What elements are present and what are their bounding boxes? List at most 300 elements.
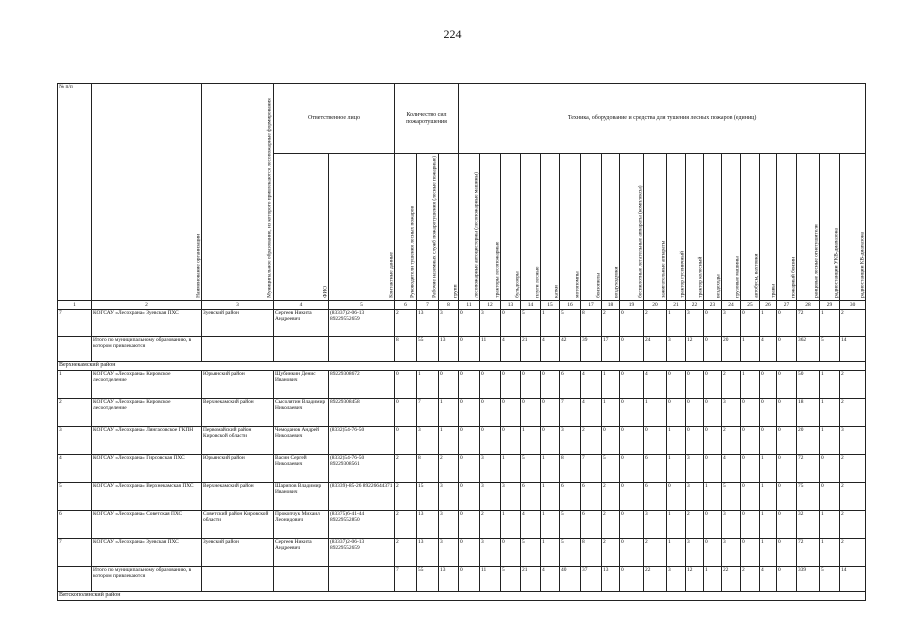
value-cell: 0 [777, 426, 797, 454]
value-cell: 5 [602, 454, 620, 482]
value-cell: 1 [541, 309, 560, 336]
total-row [58, 336, 866, 361]
org-name-cell: КОГСАУ «Лесохрана» Гирсовская ПХС [92, 454, 202, 482]
value-cell: 1 [820, 398, 840, 426]
fio-cell: Сергеев Никита Андреевич [274, 309, 329, 336]
value-cell: 0 [760, 398, 777, 426]
value-cell: 1 [820, 370, 840, 398]
column-number: 25 [741, 300, 760, 309]
row-number [58, 336, 92, 361]
municipality-cell: Юрьянский район [202, 454, 274, 482]
value-cell: 2 [395, 538, 417, 566]
value-cell: 2 [395, 482, 417, 510]
total-row [58, 566, 866, 591]
value-cell: 8 [560, 454, 581, 482]
column-number: 18 [602, 300, 620, 309]
header-equipment-col: вездеходы [704, 154, 722, 301]
column-number: 23 [704, 300, 722, 309]
header-equipment-col: беспилотные летательные аппараты (комплексы) [620, 154, 644, 301]
value-cell: 0 [667, 370, 686, 398]
value-cell: 5 [560, 309, 581, 336]
value-cell: 0 [620, 309, 644, 336]
value-cell: 13 [417, 538, 439, 566]
value-cell: 2 [686, 510, 704, 538]
municipality-cell: Верхнекамский район [202, 398, 274, 426]
value-cell: 1 [501, 454, 521, 482]
value-cell: 2 [395, 510, 417, 538]
value-cell: 42 [560, 336, 581, 361]
value-cell: 13 [602, 566, 620, 591]
region-name: Верхнекамский район [58, 361, 866, 370]
column-number: 28 [797, 300, 820, 309]
column-number: 11 [459, 300, 480, 309]
value-cell: 0 [741, 309, 760, 336]
value-cell: 0 [704, 309, 722, 336]
value-cell: 1 [541, 454, 560, 482]
value-cell: 3 [667, 566, 686, 591]
value-cell: 6 [644, 482, 667, 510]
column-number: 19 [620, 300, 644, 309]
value-cell: 3 [480, 482, 501, 510]
value-cell: 6 [644, 454, 667, 482]
value-cell: 0 [620, 398, 644, 426]
contact-cell: (83339)-85-26 89226644371 [329, 482, 395, 510]
value-cell: 21 [521, 566, 541, 591]
value-cell: 1 [760, 510, 777, 538]
value-cell: 3 [480, 454, 501, 482]
value-cell: 1 [417, 370, 439, 398]
column-number: 24 [722, 300, 741, 309]
value-cell: 0 [704, 510, 722, 538]
fio-cell: Сысолятин Владимир Николаевич [274, 398, 329, 426]
value-cell: 0 [459, 426, 480, 454]
value-cell: 2 [840, 482, 866, 510]
value-cell: 4 [541, 336, 560, 361]
value-cell: 3 [439, 510, 459, 538]
table-row [58, 398, 866, 426]
value-cell: 11 [480, 336, 501, 361]
column-number: 13 [501, 300, 521, 309]
table-row [58, 538, 866, 566]
org-name-cell: КОГСАУ «Лесохрана» Зуевская ПХС [92, 309, 202, 336]
value-cell: 5 [521, 538, 541, 566]
value-cell: 0 [459, 370, 480, 398]
header-equipment-col: тракторы лесопожарные [480, 154, 501, 301]
value-cell: 0 [620, 426, 644, 454]
value-cell: 0 [620, 336, 644, 361]
value-cell: 0 [459, 482, 480, 510]
value-cell: 24 [644, 336, 667, 361]
value-cell: 8 [395, 336, 417, 361]
municipality-cell: Советский район Кировской области [202, 510, 274, 538]
column-number: 3 [202, 300, 274, 309]
value-cell: 3 [560, 426, 581, 454]
value-cell: 5 [820, 336, 840, 361]
value-cell: 0 [620, 482, 644, 510]
value-cell: 1 [667, 510, 686, 538]
header-fire-chiefs: Руководители тушения лесных пожаров [395, 154, 417, 301]
value-cell: 12 [686, 336, 704, 361]
value-cell: 3 [667, 336, 686, 361]
header-equipment-col: трактор колесный [686, 154, 704, 301]
value-cell: 1 [760, 454, 777, 482]
header-responsible-person: Ответственное лицо [274, 84, 395, 154]
value-cell: 7 [417, 398, 439, 426]
value-cell: 0 [480, 398, 501, 426]
value-cell: 0 [741, 454, 760, 482]
value-cell: 12 [686, 566, 704, 591]
value-cell: 4 [760, 566, 777, 591]
value-cell: 0 [686, 370, 704, 398]
table-row [58, 370, 866, 398]
header-ground-crews: Рабочие наземных служб пожаротушения (лесные пожарные) [417, 154, 439, 301]
header-fio: ФИО [274, 154, 329, 301]
value-cell: 0 [620, 538, 644, 566]
column-number: 30 [840, 300, 866, 309]
municipality-cell: Юрьянский район [202, 370, 274, 398]
value-cell: 0 [620, 454, 644, 482]
value-cell: 1 [667, 309, 686, 336]
value-cell: 0 [704, 370, 722, 398]
value-cell: 0 [741, 482, 760, 510]
value-cell: 0 [820, 482, 840, 510]
contact-cell: (83337)2-06-13 89229552659 [329, 538, 395, 566]
row-number: 4 [58, 454, 92, 482]
org-name-cell: КОГСАУ «Лесохрана» Зуевская ПХС [92, 538, 202, 566]
column-number: 12 [480, 300, 501, 309]
value-cell: 0 [777, 336, 797, 361]
org-name-cell: КОГСАУ «Лесохрана» Советская ПХС [92, 510, 202, 538]
value-cell: 3 [686, 482, 704, 510]
value-cell: 11 [480, 566, 501, 591]
table-row [58, 482, 866, 510]
value-cell: 3 [686, 309, 704, 336]
value-cell: 2 [840, 370, 866, 398]
value-cell: 18 [797, 398, 820, 426]
value-cell: 8 [581, 538, 602, 566]
value-cell: 3 [480, 538, 501, 566]
value-cell: 1 [741, 370, 760, 398]
column-number: 14 [521, 300, 541, 309]
value-cell: 0 [741, 398, 760, 426]
value-cell: 0 [459, 538, 480, 566]
resources-table [57, 83, 866, 601]
value-cell: 0 [777, 370, 797, 398]
value-cell: 0 [395, 426, 417, 454]
value-cell: 3 [840, 426, 866, 454]
column-number: 16 [560, 300, 581, 309]
value-cell: 22 [722, 566, 741, 591]
value-cell: 0 [686, 398, 704, 426]
value-cell: 3 [722, 309, 741, 336]
value-cell: 2 [741, 566, 760, 591]
org-name-cell: КОГСАУ «Лесохрана» Кировское лесоотделение [92, 370, 202, 398]
value-cell: 4 [521, 510, 541, 538]
value-cell: 1 [541, 538, 560, 566]
value-cell: 0 [644, 426, 667, 454]
value-cell: 14 [840, 566, 866, 591]
column-number: 2 [92, 300, 202, 309]
value-cell: 1 [541, 482, 560, 510]
value-cell: 1 [602, 398, 620, 426]
column-number: 26 [760, 300, 777, 309]
header-equipment: Техника, оборудование и средства для тушения лесных пожаров (единиц) [459, 84, 866, 154]
region-row [58, 361, 866, 370]
value-cell: 0 [667, 398, 686, 426]
table-row [58, 454, 866, 482]
value-cell: 4 [760, 336, 777, 361]
value-cell: 5 [560, 538, 581, 566]
header-equipment-col: бульдозеры [501, 154, 521, 301]
value-cell: 0 [741, 538, 760, 566]
value-cell: 0 [704, 336, 722, 361]
value-cell: 0 [620, 510, 644, 538]
value-cell: 17 [602, 336, 620, 361]
value-cell: 2 [602, 309, 620, 336]
value-cell: 1 [667, 454, 686, 482]
value-cell: 2 [840, 454, 866, 482]
value-cell: 1 [820, 426, 840, 454]
value-cell: 6 [560, 482, 581, 510]
table-row [58, 426, 866, 454]
contact-cell: (8332)54-76-50 [329, 426, 395, 454]
value-cell: 0 [777, 510, 797, 538]
value-cell: 1 [820, 309, 840, 336]
value-cell: 6 [581, 510, 602, 538]
fio-cell [274, 336, 329, 361]
org-name-cell: КОГСАУ «Лесохрана» Кировское лесоотделение [92, 398, 202, 426]
header-municipality: Муниципальное образование, из которого привлекаются лесопожарные формирования [202, 84, 274, 301]
value-cell: 0 [820, 454, 840, 482]
value-cell: 0 [501, 398, 521, 426]
value-cell: 0 [521, 370, 541, 398]
value-cell: 0 [777, 538, 797, 566]
value-cell: 1 [760, 309, 777, 336]
value-cell: 362 [797, 336, 820, 361]
value-cell: 4 [541, 566, 560, 591]
table-row [58, 309, 866, 336]
value-cell: 7 [581, 454, 602, 482]
column-number: 1 [58, 300, 92, 309]
value-cell: 2 [395, 454, 417, 482]
header-row-number: № п/п [58, 84, 92, 301]
header-equipment-col: трактор гусеничный [667, 154, 686, 301]
value-cell: 1 [667, 538, 686, 566]
header-org-name: Наименование организации [92, 84, 202, 301]
value-cell: 0 [541, 426, 560, 454]
value-cell: 3 [686, 538, 704, 566]
fio-cell: Васин Сергей Николаевич [274, 454, 329, 482]
value-cell: 5 [560, 510, 581, 538]
contact-cell: (83375)6-41-44 89229552850 [329, 510, 395, 538]
value-cell: 0 [459, 510, 480, 538]
value-cell: 0 [541, 398, 560, 426]
value-cell: 2 [840, 538, 866, 566]
value-cell: 3 [686, 454, 704, 482]
header-equipment-col: радиостанции КВ-диапазона [840, 154, 866, 301]
value-cell: 0 [686, 426, 704, 454]
value-cell: 339 [797, 566, 820, 591]
value-cell: 4 [644, 370, 667, 398]
value-cell: 0 [541, 370, 560, 398]
column-number: 8 [439, 300, 459, 309]
header-groups: групп [439, 154, 459, 301]
value-cell: 1 [439, 398, 459, 426]
value-cell: 40 [560, 566, 581, 591]
header-equipment-col: ранцевые лесные огнетушители [797, 154, 820, 301]
row-number: 3 [58, 426, 92, 454]
value-cell: 2 [602, 482, 620, 510]
value-cell: 39 [581, 336, 602, 361]
value-cell: 0 [459, 309, 480, 336]
header-equipment-col: травы [760, 154, 777, 301]
value-cell: 13 [417, 309, 439, 336]
value-cell: 2 [480, 510, 501, 538]
value-cell: 21 [521, 336, 541, 361]
value-cell: 0 [704, 454, 722, 482]
value-cell: 6 [560, 370, 581, 398]
value-cell: 8 [417, 454, 439, 482]
column-number: 22 [686, 300, 704, 309]
value-cell: 5 [722, 482, 741, 510]
value-cell: 0 [760, 426, 777, 454]
column-number: 20 [644, 300, 667, 309]
row-number: 6 [58, 510, 92, 538]
value-cell: 0 [395, 398, 417, 426]
header-contacts: Контактные данные [329, 154, 395, 301]
column-number: 17 [581, 300, 602, 309]
value-cell: 3 [439, 309, 459, 336]
value-cell: 0 [501, 426, 521, 454]
value-cell: 0 [501, 309, 521, 336]
value-cell: 3 [439, 482, 459, 510]
value-cell: 0 [620, 566, 644, 591]
value-cell: 1 [501, 510, 521, 538]
table-row [58, 510, 866, 538]
row-number [58, 566, 92, 591]
value-cell: 72 [797, 454, 820, 482]
fio-cell: Чемоданов Андрей Николаевич [274, 426, 329, 454]
value-cell: 13 [417, 510, 439, 538]
value-cell: 0 [777, 566, 797, 591]
row-number: 7 [58, 538, 92, 566]
value-cell: 1 [760, 482, 777, 510]
value-cell: 2 [840, 398, 866, 426]
value-cell: 72 [797, 309, 820, 336]
value-cell: 15 [417, 482, 439, 510]
value-cell: 1 [704, 566, 722, 591]
column-number: 27 [777, 300, 797, 309]
value-cell: 32 [797, 510, 820, 538]
value-cell: 1 [820, 538, 840, 566]
value-cell: 0 [459, 398, 480, 426]
value-cell: 2 [602, 538, 620, 566]
value-cell: 2 [644, 309, 667, 336]
header-equipment-col: лесопожарные автоцистерны (лесопожарные машины) [459, 154, 480, 301]
value-cell: 5 [521, 454, 541, 482]
value-cell: 37 [581, 566, 602, 591]
municipality-cell: Первомайский район Кировской области [202, 426, 274, 454]
value-cell: 1 [602, 370, 620, 398]
fio-cell: Щубинкин Денис Иванович [274, 370, 329, 398]
value-cell: 4 [581, 370, 602, 398]
value-cell: 0 [777, 454, 797, 482]
header-equipment-col: автобусы, вахтовки [741, 154, 760, 301]
contact-cell [329, 566, 395, 591]
value-cell: 4 [501, 336, 521, 361]
value-cell: 0 [395, 370, 417, 398]
column-number: 21 [667, 300, 686, 309]
value-cell: 1 [667, 426, 686, 454]
value-cell: 0 [667, 482, 686, 510]
value-cell: 75 [797, 482, 820, 510]
value-cell: 2 [395, 309, 417, 336]
value-cell: 1 [644, 398, 667, 426]
header-equipment-col: зажигательные аппараты [644, 154, 667, 301]
contact-cell [329, 336, 395, 361]
value-cell: 7 [560, 398, 581, 426]
value-cell: 0 [704, 538, 722, 566]
fio-cell: Прокопчук Михаил Леонидович [274, 510, 329, 538]
value-cell: 3 [722, 538, 741, 566]
value-cell: 0 [777, 398, 797, 426]
row-number: 5 [58, 482, 92, 510]
org-name-cell: Итого по муниципальному образованию, в котором привлекаются [92, 336, 202, 361]
header-equipment-col: катки [541, 154, 560, 301]
header-equipment-col: бензопилы [581, 154, 602, 301]
value-cell: 0 [741, 510, 760, 538]
org-name-cell: КОГСАУ «Лесохрана» Лянгасовское ГКПН [92, 426, 202, 454]
value-cell: 1 [704, 482, 722, 510]
value-cell: 13 [439, 566, 459, 591]
column-number: 15 [541, 300, 560, 309]
column-number: 4 [274, 300, 329, 309]
value-cell: 0 [620, 370, 644, 398]
value-cell: 50 [797, 370, 820, 398]
value-cell: 55 [417, 336, 439, 361]
region-row [58, 591, 866, 600]
contact-cell: (8332)54-76-50 89229308561 [329, 454, 395, 482]
value-cell: 3 [480, 309, 501, 336]
value-cell: 0 [521, 398, 541, 426]
municipality-cell: Верхнекамский район [202, 482, 274, 510]
value-cell: 4 [722, 454, 741, 482]
value-cell: 0 [741, 426, 760, 454]
value-cell: 1 [541, 510, 560, 538]
value-cell: 5 [501, 566, 521, 591]
value-cell: 3 [722, 398, 741, 426]
value-cell: 1 [439, 426, 459, 454]
value-cell: 0 [439, 370, 459, 398]
header-forces-count: Количество сил пожаротушения [395, 84, 459, 154]
value-cell: 0 [704, 426, 722, 454]
contact-cell: (83337)2-06-13 89229552659 [329, 309, 395, 336]
value-cell: 6 [521, 482, 541, 510]
value-cell: 5 [820, 566, 840, 591]
value-cell: 0 [459, 454, 480, 482]
resources-table-sheet [57, 83, 866, 630]
header-equipment-col: плуги лесные [521, 154, 541, 301]
column-number: 7 [417, 300, 439, 309]
value-cell: 2 [602, 510, 620, 538]
value-cell: 1 [760, 538, 777, 566]
value-cell: 1 [521, 426, 541, 454]
fio-cell: Сергеев Никита Андреевич [274, 538, 329, 566]
value-cell: 4 [581, 398, 602, 426]
value-cell: 20 [797, 426, 820, 454]
header-equipment-col: пожарный бензин [777, 154, 797, 301]
column-number: 6 [395, 300, 417, 309]
